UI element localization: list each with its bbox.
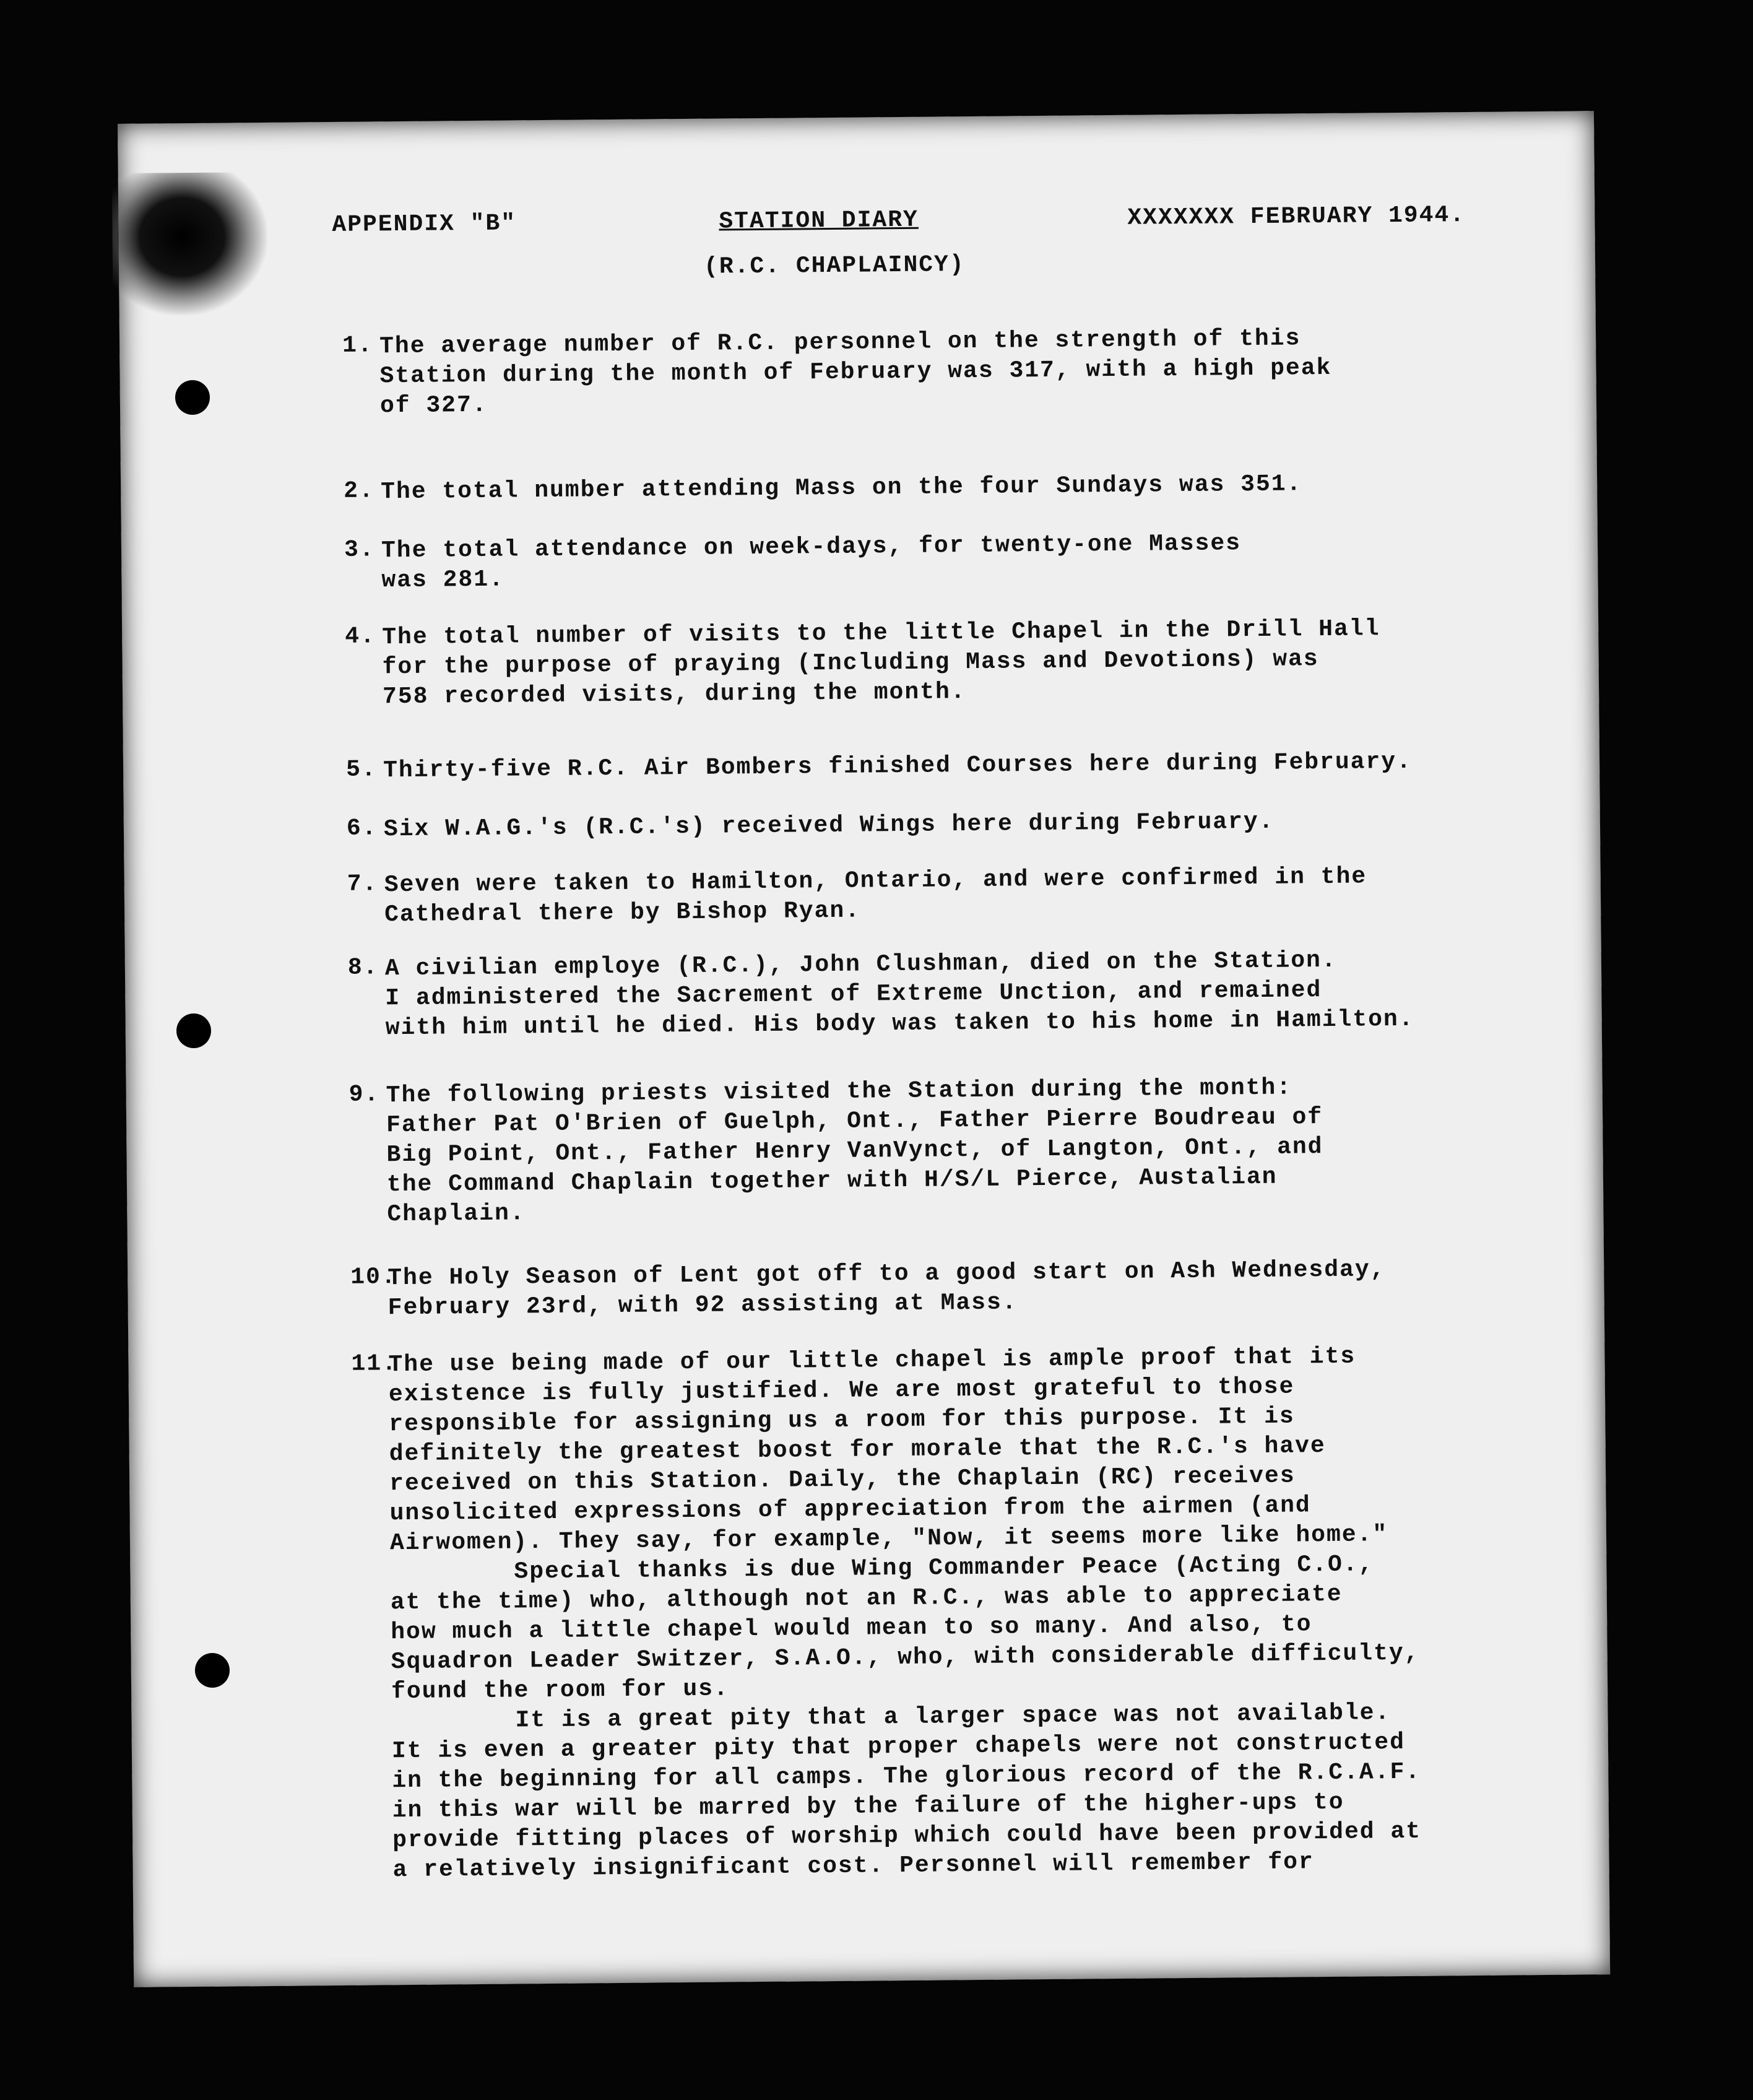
list-item: [351, 1340, 1581, 1886]
document-page: [118, 111, 1610, 1987]
item-number: 3.: [344, 536, 375, 563]
item-line: in the beginning for all camps. The glorious record of the R.C.A.F.: [392, 1758, 1421, 1795]
item-line: of 327.: [379, 391, 488, 420]
item-line: definitely the greatest boost for morale that the R.C.'s have: [389, 1433, 1326, 1468]
item-line: A civilian employe (R.C.), John Clushman, died on the Station.: [384, 947, 1337, 983]
item-line: The total number attending Mass on the four Sundays was 351.: [381, 471, 1302, 506]
item-line: a relatively insignificant cost. Personnel will remember for: [392, 1849, 1314, 1884]
item-number: 2.: [344, 477, 374, 505]
list-item: [346, 805, 1572, 845]
item-line: existence is fully justified. We are most grateful to those: [388, 1373, 1295, 1408]
item-line: Airwomen). They say, for example, "Now, it seems more like home.": [389, 1521, 1388, 1557]
item-line: It is even a greater pity that proper chapels were not constructed: [391, 1729, 1406, 1765]
item-number: 11.: [351, 1350, 398, 1378]
item-line: I administered the Sacrement of Extreme Unction, and remained: [385, 977, 1322, 1012]
item-line: responsible for assigning us a room for this purpose. It is: [389, 1403, 1295, 1438]
item-number: 1.: [342, 332, 373, 359]
item-line: The Holy Season of Lent got off to a good start on Ash Wednesday,: [387, 1256, 1386, 1292]
item-line: Station during the month of February was 317, with a high peak: [379, 354, 1332, 390]
item-line: was 281.: [381, 566, 505, 594]
list-item: [345, 613, 1571, 713]
item-number: 4.: [345, 623, 376, 650]
item-line: The use being made of our little chapel is ample proof that its: [388, 1343, 1356, 1379]
list-item: [347, 861, 1573, 931]
item-line: 758 recorded visits, during the month.: [382, 679, 966, 711]
item-number: 5.: [345, 756, 377, 783]
item-line: for the purpose of praying (Including Mass and Devotions) was: [382, 646, 1319, 681]
item-line: with him until he died. His body was taken to his home in Hamilton.: [385, 1005, 1414, 1042]
item-line: Squadron Leader Switzer, S.A.O., who, with considerable difficulty,: [391, 1639, 1420, 1676]
punch-hole: [175, 380, 210, 415]
item-line: Thirty-five R.C. Air Bombers finished Courses here during February.: [383, 748, 1413, 784]
document-subtitle: (R.C. CHAPLAINCY): [703, 251, 965, 280]
burn-mark: [112, 172, 268, 316]
item-line: at the time) who, although not an R.C., was able to appreciate: [390, 1581, 1343, 1616]
item-line: the Command Chaplain together with H/S/L Pierce, Austalian: [386, 1163, 1278, 1199]
item-line: found the room for us.: [391, 1675, 729, 1706]
item-line: Big Point, Ont., Father Henry VanVynct, of Langton, Ont., and: [386, 1134, 1323, 1169]
list-item: [350, 1254, 1577, 1324]
item-number: 6.: [346, 815, 378, 842]
item-line: provide fitting places of worship which could have been provided at: [392, 1818, 1422, 1854]
item-line: Special thanks is due Wing Commander Peace (Acting C.O.,: [514, 1551, 1374, 1586]
item-line: It is a great pity that a larger space was not available.: [515, 1699, 1391, 1734]
item-line: how much a little chapel would mean to so many. And also, to: [391, 1611, 1312, 1646]
list-item: [345, 746, 1572, 786]
item-number: 10.: [350, 1264, 397, 1291]
item-line: The total attendance on week-days, for twenty-one Masses: [381, 530, 1242, 565]
list-item: [344, 526, 1570, 596]
item-line: Seven were taken to Hamilton, Ontario, and were confirmed in the: [384, 863, 1367, 899]
item-line: in this war will be marred by the failure of the higher-ups to: [392, 1789, 1344, 1824]
document-date: XXXXXXX FEBRUARY 1944.: [1127, 202, 1466, 232]
list-item: [342, 322, 1569, 422]
item-line: Father Pat O'Brien of Guelph, Ont., Father Pierre Boudreau of: [386, 1104, 1323, 1139]
item-line: Chaplain.: [387, 1200, 526, 1228]
item-line: Six W.A.G.'s (R.C.'s) received Wings here during February.: [383, 808, 1275, 843]
item-line: February 23rd, with 92 assisting at Mass.: [387, 1289, 1018, 1322]
item-number: 8.: [347, 954, 379, 981]
item-number: 9.: [348, 1081, 380, 1108]
item-line: received on this Station. Daily, the Chaplain (RC) receives: [389, 1462, 1296, 1498]
document-title: STATION DIARY: [719, 206, 919, 235]
item-line: The total number of visits to the little Chapel in the Drill Hall: [382, 615, 1380, 651]
item-line: The following priests visited the Station during the month:: [386, 1074, 1292, 1109]
item-line: The average number of R.C. personnel on the strength of this: [379, 325, 1301, 360]
appendix-label: APPENDIX "B": [332, 210, 517, 238]
item-line: Cathedral there by Bishop Ryan.: [384, 897, 861, 929]
list-item: [347, 944, 1574, 1044]
punch-hole: [176, 1013, 211, 1048]
list-item: [348, 1071, 1576, 1230]
item-number: 7.: [347, 870, 378, 898]
punch-hole: [195, 1653, 230, 1688]
list-item: [344, 467, 1569, 508]
item-line: unsolicited expressions of appreciation from the airmen (and: [389, 1492, 1311, 1527]
